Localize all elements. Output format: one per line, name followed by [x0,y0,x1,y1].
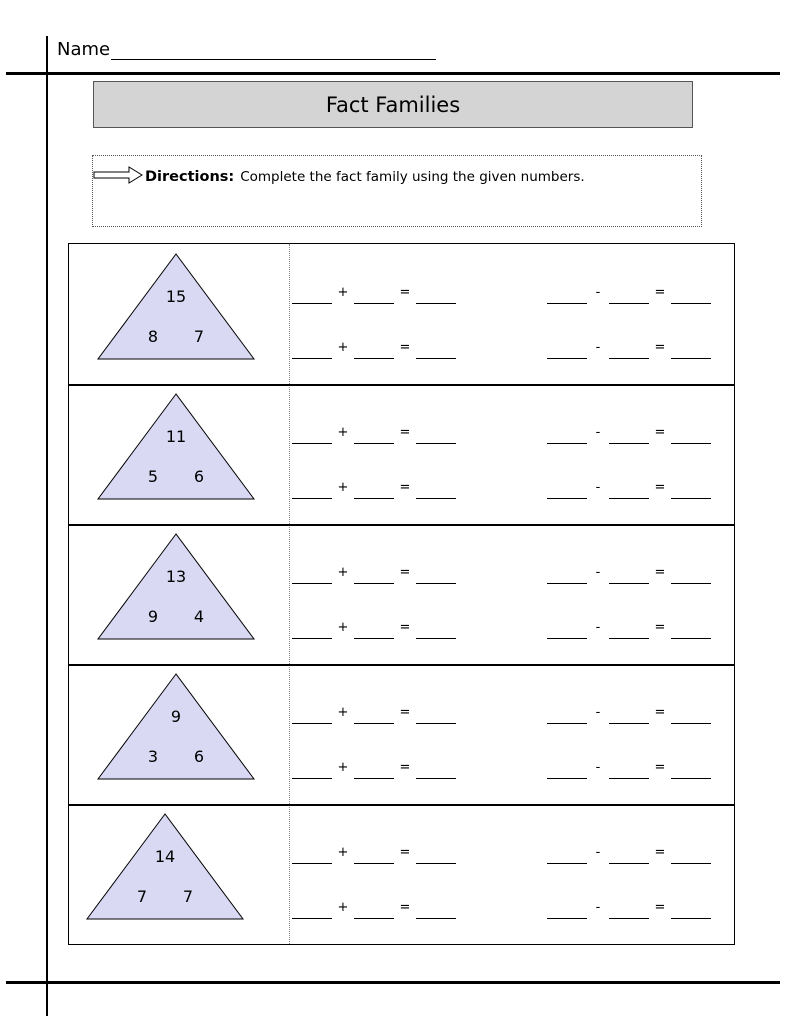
subtraction-equation [547,479,711,499]
answer-blank[interactable] [292,624,332,639]
name-label: Name [57,39,111,60]
equals-sign: = [399,340,411,355]
triangle-shape [98,674,254,779]
plus-sign: + [337,845,349,860]
addition-equation [292,844,456,864]
addition-equation [292,284,456,304]
bottom-rule [6,981,780,984]
answer-blank[interactable] [354,764,394,779]
equals-sign: = [399,620,411,635]
addition-equation [292,619,456,639]
answer-blank[interactable] [292,764,332,779]
equals-sign: = [399,480,411,495]
number-triangle [69,804,289,944]
answer-blank[interactable] [609,484,649,499]
minus-sign: - [595,425,601,440]
triangle-right-number: 6 [193,467,205,486]
minus-sign: - [595,480,601,495]
answer-blank[interactable] [416,624,456,639]
answer-blank[interactable] [671,344,711,359]
answer-blank[interactable] [609,904,649,919]
answer-blank[interactable] [292,344,332,359]
row-divider [69,664,734,666]
answer-blank[interactable] [354,624,394,639]
triangle-shape [87,814,243,919]
answer-blank[interactable] [354,709,394,724]
answer-blank[interactable] [671,904,711,919]
directions-text: Complete the fact family using the given numbers. [240,169,585,185]
plus-sign: + [337,565,349,580]
subtraction-equation [547,339,711,359]
plus-sign: + [337,480,349,495]
answer-blank[interactable] [671,484,711,499]
answer-blank[interactable] [609,429,649,444]
equals-sign: = [654,705,666,720]
answer-blank[interactable] [416,344,456,359]
addition-equation [292,704,456,724]
subtraction-equation [547,844,711,864]
minus-sign: - [595,900,601,915]
equals-sign: = [399,425,411,440]
answer-blank[interactable] [547,709,587,724]
answer-blank[interactable] [547,764,587,779]
equals-sign: = [654,620,666,635]
equals-sign: = [399,845,411,860]
triangle-top-number: 14 [154,847,176,866]
answer-blank[interactable] [292,709,332,724]
minus-sign: - [595,620,601,635]
plus-sign: + [337,705,349,720]
fact-family-row [69,524,734,664]
minus-sign: - [595,705,601,720]
answer-blank[interactable] [671,624,711,639]
answer-blank[interactable] [354,849,394,864]
answer-blank[interactable] [416,484,456,499]
answer-blank[interactable] [354,569,394,584]
answer-blank[interactable] [671,429,711,444]
answer-blank[interactable] [292,484,332,499]
equals-sign: = [399,565,411,580]
number-triangle [69,244,289,384]
plus-sign: + [337,900,349,915]
answer-blank[interactable] [547,569,587,584]
triangle-left-number: 3 [147,747,159,766]
equals-sign: = [654,425,666,440]
name-field[interactable] [111,39,436,60]
minus-sign: - [595,340,601,355]
answer-blank[interactable] [609,764,649,779]
page-title-text: Fact Families [325,92,461,117]
triangle-shape [98,394,254,499]
subtraction-equation [547,899,711,919]
answer-blank[interactable] [547,904,587,919]
answer-blank[interactable] [609,849,649,864]
subtraction-equation [547,759,711,779]
directions-label: Directions: [145,169,235,185]
answer-blank[interactable] [292,569,332,584]
equals-sign: = [654,760,666,775]
answer-blank[interactable] [609,289,649,304]
answer-blank[interactable] [354,904,394,919]
answer-blank[interactable] [547,429,587,444]
plus-sign: + [337,760,349,775]
answer-blank[interactable] [416,849,456,864]
minus-sign: - [595,845,601,860]
answer-blank[interactable] [416,289,456,304]
answer-blank[interactable] [354,484,394,499]
number-triangle [69,524,289,664]
addition-equation [292,339,456,359]
equals-sign: = [399,900,411,915]
answer-blank[interactable] [671,709,711,724]
triangle-shape [98,534,254,639]
subtraction-equation [547,619,711,639]
number-triangle [69,384,289,524]
answer-blank[interactable] [547,849,587,864]
addition-equation [292,759,456,779]
subtraction-equation [547,704,711,724]
fact-family-row [69,244,734,384]
answer-blank[interactable] [547,344,587,359]
margin-line [46,36,48,1016]
equals-sign: = [654,565,666,580]
triangle-top-number: 15 [165,287,187,306]
answer-blank[interactable] [354,344,394,359]
triangle-right-number: 7 [193,327,205,346]
triangle-right-number: 4 [193,607,205,626]
answer-blank[interactable] [609,344,649,359]
row-divider [69,384,734,386]
answer-blank[interactable] [354,289,394,304]
arrow-right-icon [93,166,143,188]
answer-blank[interactable] [416,569,456,584]
directions-box [92,155,702,227]
fact-family-row [69,804,734,944]
equals-sign: = [654,285,666,300]
answer-blank[interactable] [416,764,456,779]
equals-sign: = [654,480,666,495]
answer-blank[interactable] [671,289,711,304]
fact-family-table [68,243,735,945]
answer-blank[interactable] [547,484,587,499]
addition-equation [292,899,456,919]
addition-equation [292,564,456,584]
equals-sign: = [399,285,411,300]
triangle-right-number: 7 [182,887,194,906]
plus-sign: + [337,285,349,300]
triangle-left-number: 8 [147,327,159,346]
answer-blank[interactable] [609,569,649,584]
subtraction-equation [547,564,711,584]
number-triangle [69,664,289,804]
triangle-left-number: 7 [136,887,148,906]
answer-blank[interactable] [416,904,456,919]
page-title [93,81,693,128]
answer-blank[interactable] [609,624,649,639]
row-divider [69,804,734,806]
name-row [57,34,436,60]
row-divider [69,524,734,526]
subtraction-equation [547,284,711,304]
triangle-shape [98,254,254,359]
plus-sign: + [337,620,349,635]
answer-blank[interactable] [671,849,711,864]
answer-blank[interactable] [292,849,332,864]
fact-family-row [69,664,734,804]
equals-sign: = [399,760,411,775]
triangle-left-number: 9 [147,607,159,626]
answer-blank[interactable] [416,709,456,724]
triangle-right-number: 6 [193,747,205,766]
answer-blank[interactable] [547,289,587,304]
top-rule [6,72,780,75]
addition-equation [292,479,456,499]
answer-blank[interactable] [671,764,711,779]
answer-blank[interactable] [547,624,587,639]
fact-family-row [69,384,734,524]
triangle-top-number: 11 [165,427,187,446]
answer-blank[interactable] [416,429,456,444]
minus-sign: - [595,760,601,775]
answer-blank[interactable] [354,429,394,444]
triangle-top-number: 13 [165,567,187,586]
minus-sign: - [595,285,601,300]
answer-blank[interactable] [292,904,332,919]
subtraction-equation [547,424,711,444]
answer-blank[interactable] [609,709,649,724]
addition-equation [292,424,456,444]
equals-sign: = [654,340,666,355]
equals-sign: = [399,705,411,720]
plus-sign: + [337,425,349,440]
triangle-left-number: 5 [147,467,159,486]
triangle-top-number: 9 [170,707,182,726]
equals-sign: = [654,900,666,915]
answer-blank[interactable] [292,429,332,444]
equals-sign: = [654,845,666,860]
answer-blank[interactable] [671,569,711,584]
minus-sign: - [595,565,601,580]
plus-sign: + [337,340,349,355]
answer-blank[interactable] [292,289,332,304]
directions-line [93,166,585,188]
